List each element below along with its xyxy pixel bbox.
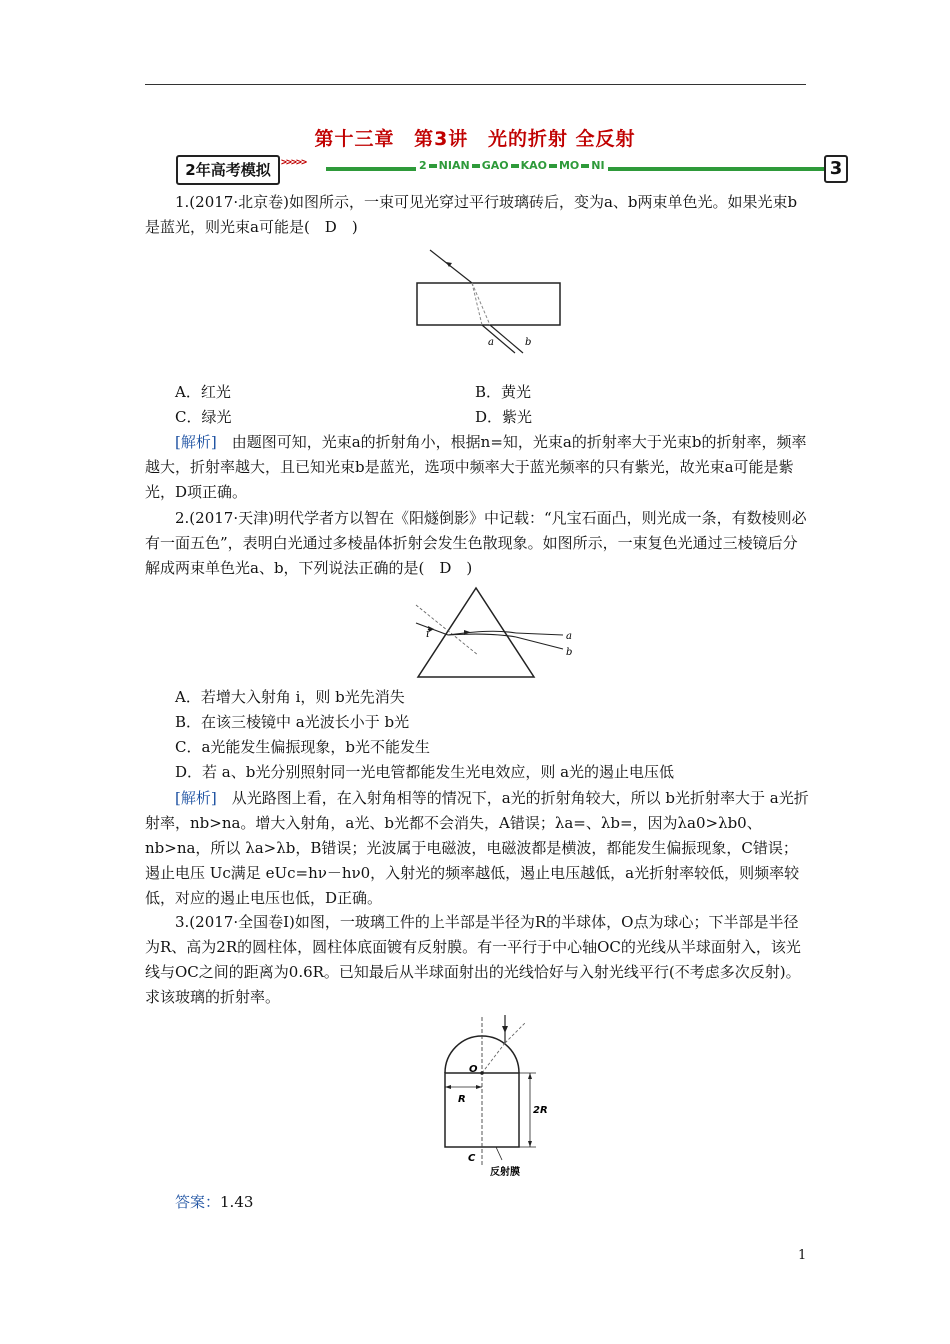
q1-analysis-tag: [解析] bbox=[175, 433, 217, 451]
q1-label-a: a bbox=[488, 337, 494, 348]
q2-analysis: [解析] 从光路图上看，在入射角相等的情况下，a光的折射角较大，所以 b光折射率大于 a光折射率，nb>na。增大入射角，a光、b光都不会消失，A错误；λa=、λb=，因为λa0>λb0、nb>na，所以 λa>λb，B错误；光波属于电磁波，电磁波都是横波，都能发生偏振现象，C错误；遏止电压 Uc满足 eUc=hν－hν0，入射光的频率越低，遏止电压越低，a光折射率较低，则频率较低，对应的遏止电压也低，D正确。 bbox=[145, 789, 809, 907]
top-rule bbox=[145, 84, 806, 85]
q1-glass-slab-figure bbox=[410, 245, 565, 355]
q2-option-d: D．若 a、b光分别照射同一光电管都能发生光电效应，则 a光的遏止电压低 bbox=[175, 763, 675, 781]
q3-label-2r: 2R bbox=[533, 1105, 548, 1116]
q3-answer-label: 答案： bbox=[175, 1193, 221, 1211]
q2-stem: 2.(2017·天津)明代学者方以智在《阳燧倒影》中记载：“凡宝石面凸，则光成一条，有数棱则必有一面五色”，表明白光通过多棱晶体折射会发生色散现象。如图所示，一束复色光通过三棱镜后分解成两束单色光a、b，下列说法正确的是( D ) bbox=[145, 509, 807, 577]
q3-label-o: O bbox=[469, 1064, 478, 1075]
banner-pinyin: 2 NIAN GAO KAO MO NI bbox=[416, 159, 608, 172]
banner-number: 3 bbox=[824, 155, 848, 183]
q2-option-a: A．若增大入射角 i，则 b光先消失 bbox=[175, 688, 405, 706]
q2-option-c: C．a光能发生偏振现象，b光不能发生 bbox=[175, 738, 431, 756]
chapter-title bbox=[0, 124, 950, 151]
q1-option-a: A．红光 bbox=[175, 383, 231, 401]
q2-analysis-tag: [解析] bbox=[175, 789, 217, 807]
title-lecture: 第3讲 bbox=[414, 128, 469, 150]
q3-answer bbox=[175, 1190, 253, 1215]
q3-glass-workpiece-figure bbox=[430, 1015, 565, 1183]
q2-label-a: a bbox=[566, 631, 572, 642]
title-chapter: 第十三章 bbox=[314, 128, 395, 150]
section-banner bbox=[176, 155, 848, 183]
q1-analysis: [解析] 由题图可知，光束a的折射角小，根据n=知，光束a的折射率大于光束b的折射率，频率越大，折射率越大，且已知光束b是蓝光，选项中频率大于蓝光频率的只有紫光，故光束a可能是紫光，D项正确。 bbox=[145, 433, 807, 501]
q1-label-b: b bbox=[525, 337, 532, 348]
q2-label-b: b bbox=[566, 647, 573, 658]
q2-prism-figure bbox=[398, 585, 588, 680]
banner-label: 2年高考模拟 bbox=[176, 155, 280, 185]
q2-label-i: i bbox=[426, 627, 430, 640]
q2-option-b: B．在该三棱镜中 a光波长小于 b光 bbox=[175, 713, 410, 731]
q1-option-b: B．黄光 bbox=[475, 383, 532, 401]
banner-arrows: >>>>> bbox=[281, 157, 307, 168]
q1-option-c: C．绿光 bbox=[175, 408, 232, 426]
title-topic: 光的折射 全反射 bbox=[487, 128, 636, 150]
q3-answer-value: 1.43 bbox=[220, 1193, 254, 1211]
q3-stem: 3.(2017·全国卷Ⅰ)如图，一玻璃工件的上半部是半径为R的半球体，O点为球心；下半部是半径为R、高为2R的圆柱体，圆柱体底面镀有反射膜。有一平行于中心轴OC的光线从半球面射入，该光线与OC之间的距离为0.6R。已知最后从半球面射出的光线恰好与入射光线平行(不考虑多次反射)。求该玻璃的折射率。 bbox=[145, 913, 801, 1006]
q3-label-c: C bbox=[468, 1153, 476, 1164]
q1-stem: 1.(2017·北京卷)如图所示，一束可见光穿过平行玻璃砖后，变为a、b两束单色光。如果光束b是蓝光，则光束a可能是( D ) bbox=[145, 193, 798, 236]
q3-label-film: 反射膜 bbox=[490, 1167, 520, 1178]
q1-option-d: D．紫光 bbox=[475, 408, 533, 426]
q3-label-r: R bbox=[458, 1094, 466, 1105]
page-number: 1 bbox=[798, 1248, 807, 1263]
